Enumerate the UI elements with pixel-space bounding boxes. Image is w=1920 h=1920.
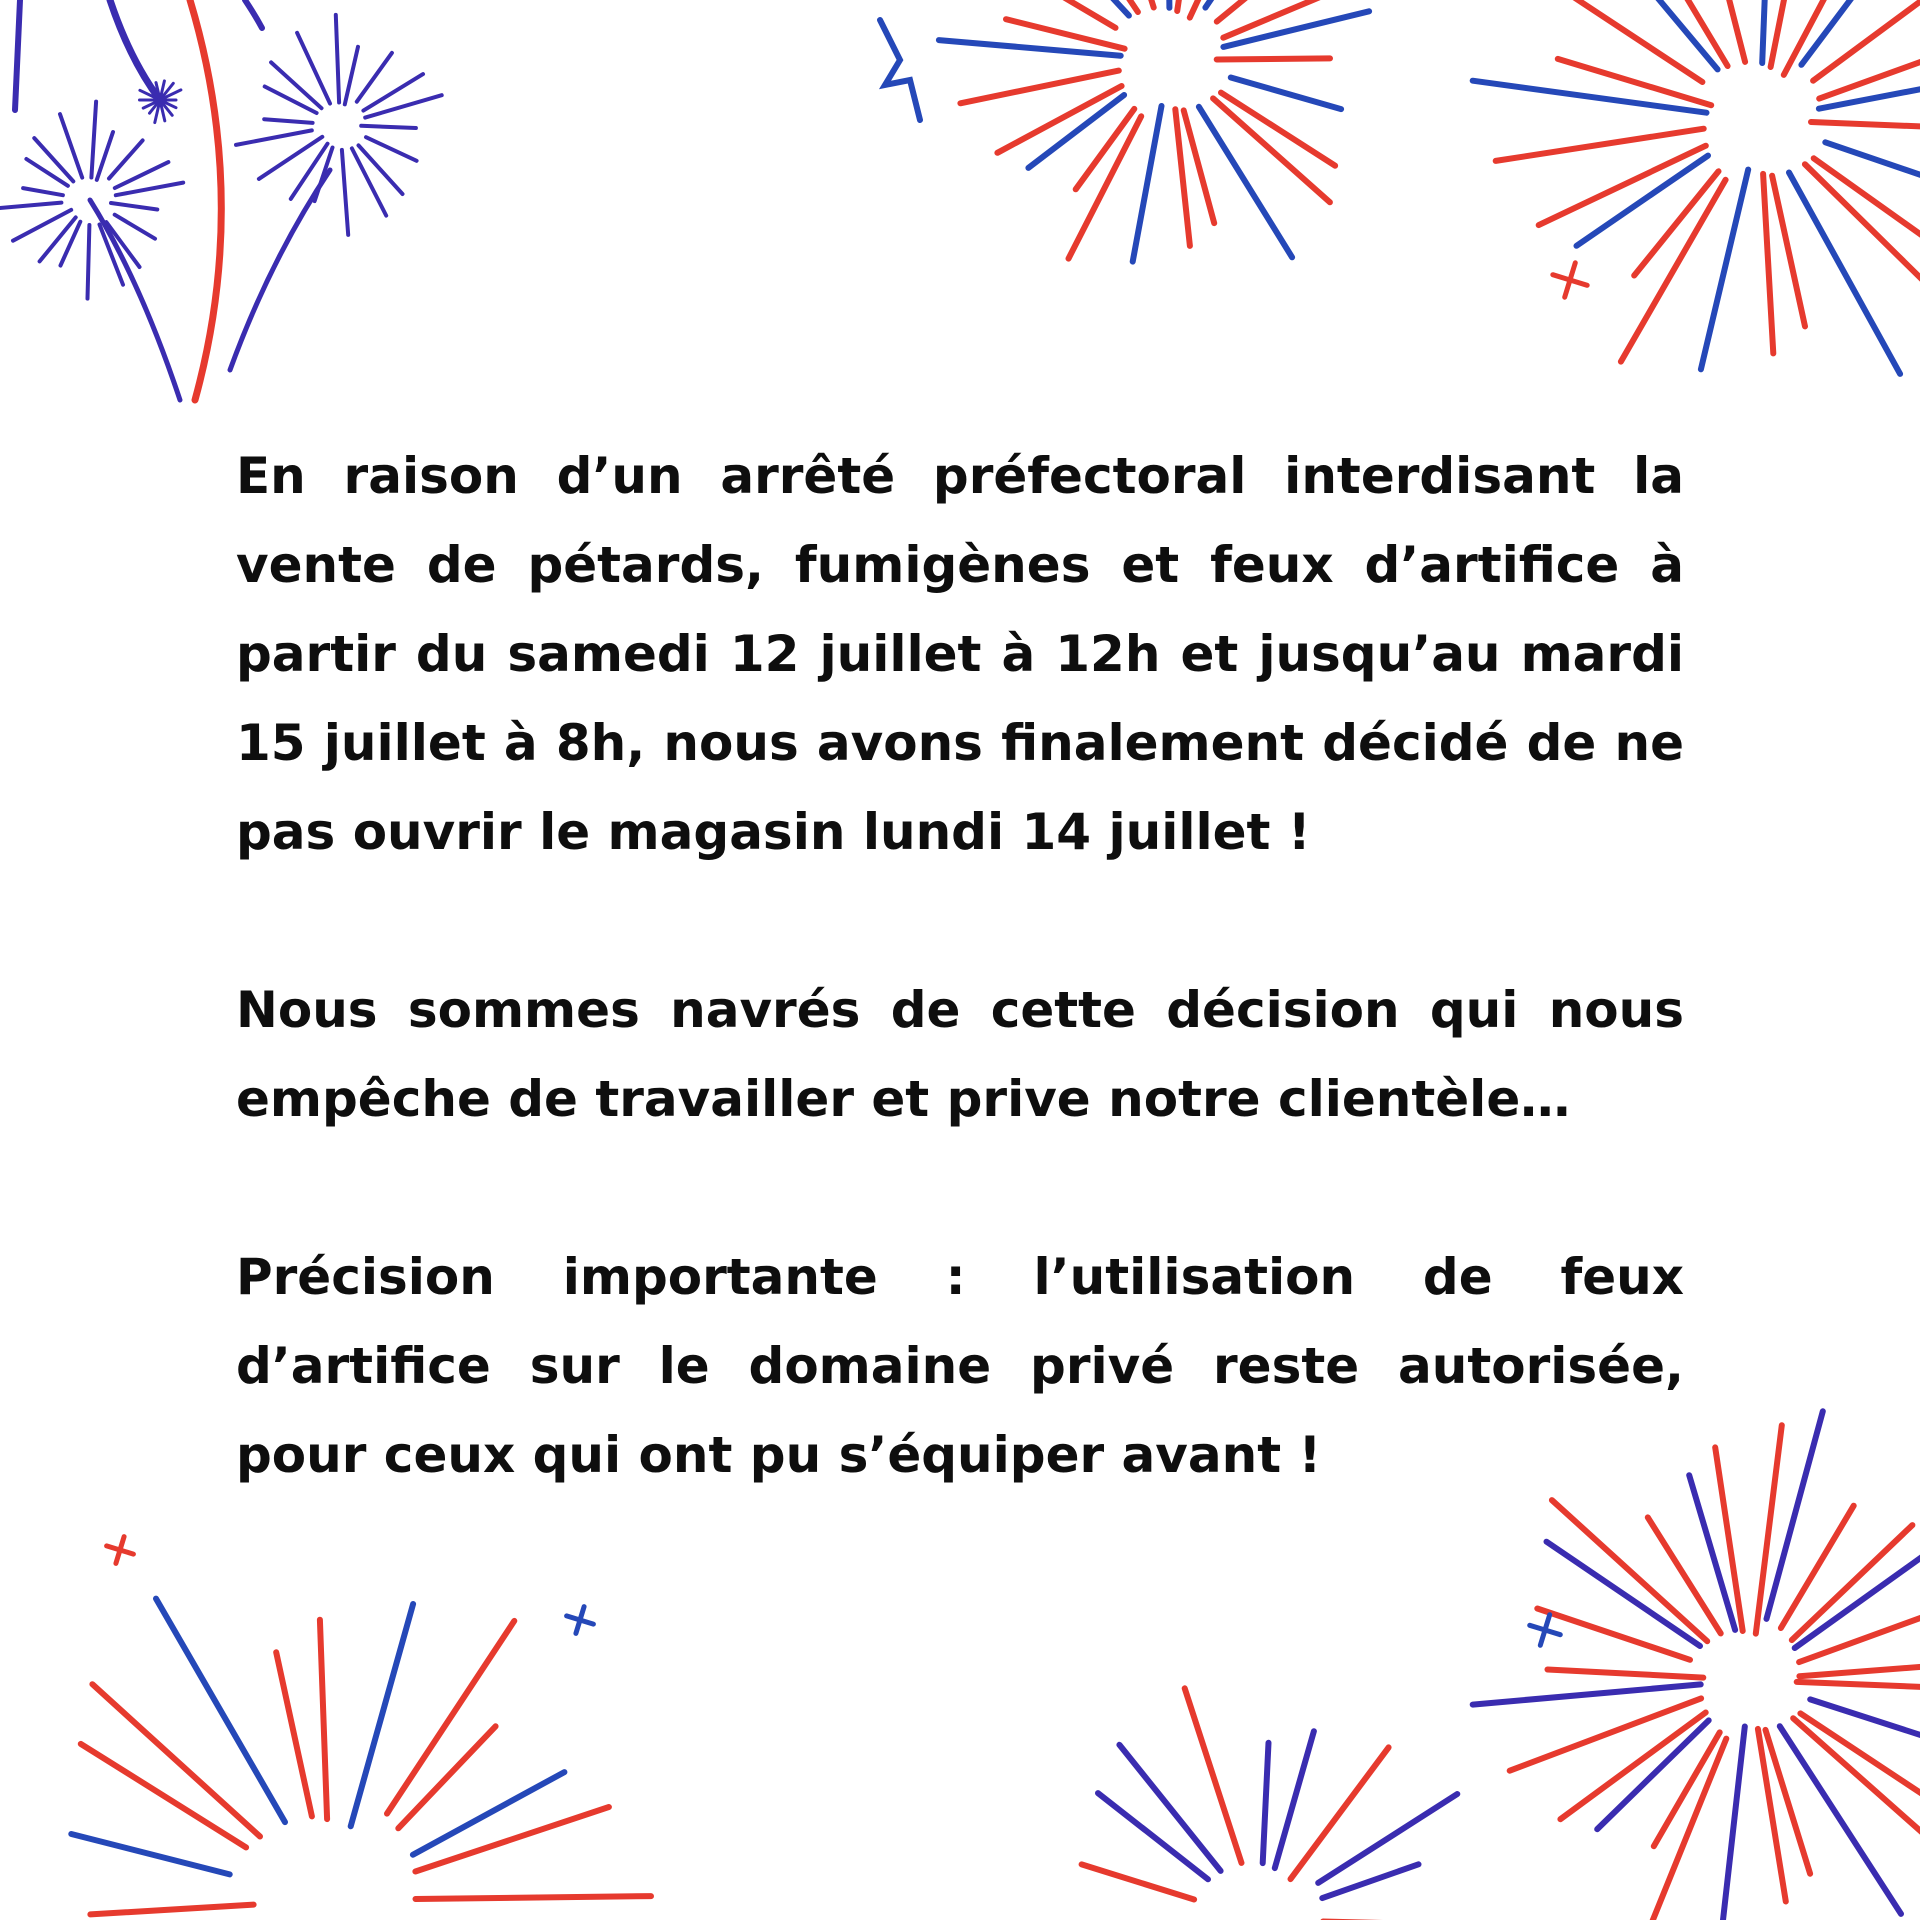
- firework-ray: [26, 159, 68, 186]
- firework-ray: [361, 126, 416, 128]
- fireworks-bottom-left-icon: [0, 1520, 640, 1920]
- firework-ray: [1275, 1731, 1314, 1868]
- firework-ray: [259, 137, 322, 179]
- firework-ray: [88, 225, 90, 299]
- fireworks-top-right-icon: [1490, 0, 1920, 420]
- firework-ray: [366, 137, 417, 161]
- firework-ray: [156, 1599, 285, 1823]
- notice-paragraph-precision: Précision importante : l’utilisation de feux d’artifice sur le domaine privé reste autorisée, pour ceux qui ont pu s’équiper avant !: [236, 1248, 1684, 1484]
- firework-ray: [1780, 1726, 1901, 1914]
- firework-ray: [1547, 1542, 1701, 1646]
- firework-ray: [61, 222, 81, 266]
- fireworks-top-center-icon: [860, 0, 1480, 270]
- firework-spark: [1565, 280, 1570, 297]
- firework-ray: [1205, 0, 1300, 8]
- firework-spark: [1553, 275, 1570, 280]
- firework-ray: [23, 188, 63, 195]
- firework-ray: [1762, 0, 1769, 63]
- firework-ray: [1548, 1670, 1704, 1678]
- notice-paragraph-closure: En raison d’un arrêté préfectoral interdisant la vente de pétards, fumigènes et feux d’artifice à partir du samedi 12 juillet à 12h et jusqu’au mardi 15 juillet à 8h, nous avons finalement décidé de ne pas ouvrir le magasin lundi 14 juillet !: [236, 447, 1684, 861]
- firework-trail: [190, 0, 221, 400]
- firework-ray: [1723, 1727, 1745, 1920]
- firework-ray: [1318, 1794, 1457, 1883]
- firework-ray: [1701, 170, 1748, 370]
- firework-ray: [81, 1744, 246, 1848]
- firework-ray: [1797, 1682, 1920, 1688]
- firework-ray: [1473, 1684, 1701, 1704]
- firework-ray: [109, 140, 143, 178]
- fireworks-top-left-icon: [0, 0, 460, 430]
- firework-ray: [1082, 1864, 1195, 1899]
- firework-ray: [1263, 1743, 1269, 1863]
- firework-ray: [92, 1684, 260, 1836]
- firework-ray: [336, 15, 339, 103]
- notice-text: [236, 432, 1684, 1500]
- firework-ray: [1811, 122, 1920, 128]
- firework-spark: [1570, 263, 1575, 280]
- firework-ray: [265, 87, 317, 114]
- firework-ray: [365, 95, 442, 117]
- firework-ray: [1473, 81, 1707, 113]
- firework-ray: [97, 132, 113, 180]
- fireworks-bottom-center-icon: [1000, 1700, 1560, 1920]
- firework-ray: [1595, 0, 1717, 69]
- firework-ray: [320, 1620, 327, 1819]
- firework-spark: [580, 1607, 584, 1620]
- firework-ray: [1710, 0, 1745, 62]
- firework-ray: [1771, 0, 1808, 67]
- firework-ray: [345, 47, 358, 105]
- notice-paragraph-apology: Nous sommes navrés de cette décision qui nous empêche de travailler et prive notre clientèle…: [236, 981, 1684, 1128]
- firework-ray: [276, 1652, 312, 1816]
- firework-ray: [1496, 129, 1704, 161]
- firework-ray: [387, 1621, 514, 1814]
- firework-ray: [71, 1834, 229, 1874]
- fireworks-bottom-right-icon: [1500, 1450, 1920, 1920]
- firework-ray: [115, 215, 155, 239]
- firework-ray: [111, 203, 157, 210]
- firework-ray: [1763, 174, 1773, 354]
- firework-ray: [0, 203, 61, 209]
- firework-ray: [1560, 1713, 1705, 1820]
- firework-ray: [342, 150, 348, 235]
- firework-trail: [880, 20, 920, 120]
- firework-spark: [1545, 1615, 1550, 1630]
- firework-trail: [15, 0, 20, 110]
- firework-spark: [1570, 280, 1587, 285]
- firework-ray: [1168, 0, 1169, 8]
- firework-ray: [416, 1896, 652, 1899]
- firework-ray: [413, 1772, 565, 1855]
- firework-trail: [110, 0, 160, 100]
- firework-ray: [1799, 1665, 1920, 1676]
- firework-ray: [236, 130, 312, 145]
- firework-ray: [264, 119, 312, 123]
- firework-ray: [90, 1905, 253, 1915]
- firework-ray: [1217, 58, 1330, 59]
- firework-ray: [91, 102, 96, 178]
- firework-ray: [115, 162, 169, 188]
- firework-spark: [120, 1537, 124, 1550]
- firework-ray: [1795, 1537, 1920, 1648]
- firework-ray: [1767, 1411, 1823, 1619]
- firework-ray: [1825, 142, 1920, 192]
- firework-ray: [1810, 1699, 1920, 1745]
- firework-trail: [245, 0, 262, 28]
- firework-ray: [1793, 1718, 1920, 1850]
- firework-ray: [1231, 78, 1341, 110]
